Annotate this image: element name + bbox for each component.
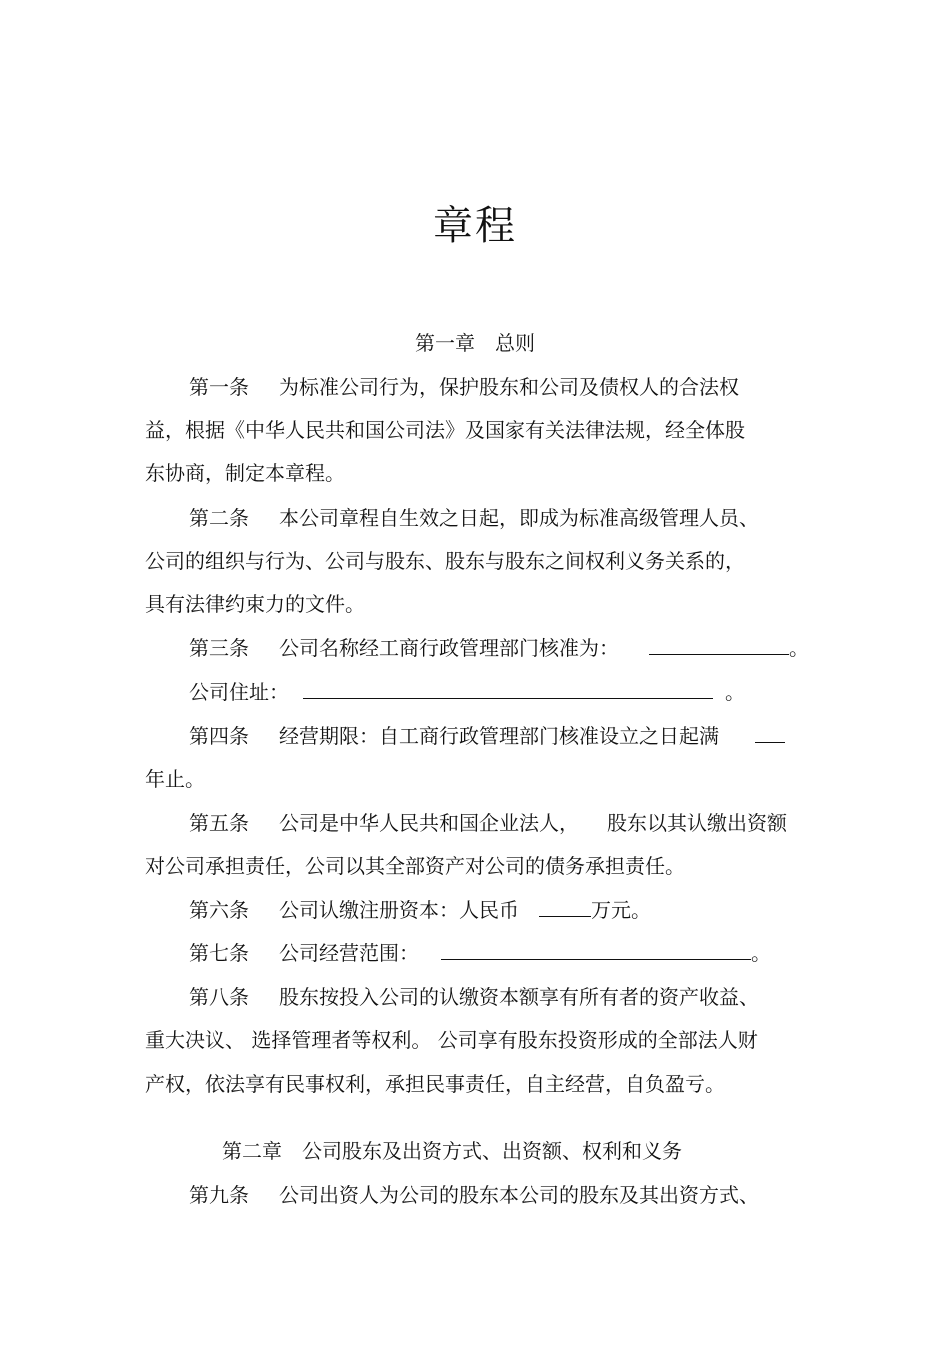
address-line: [189, 678, 745, 706]
article-8-line-1: [189, 983, 759, 1011]
article-9-text: 公司出资人为公司的股东本公司的股东及其出资方式、: [279, 1183, 759, 1207]
business-scope-blank[interactable]: [441, 940, 751, 960]
article-6-text: 公司认缴注册资本：人民币: [279, 898, 519, 922]
article-2-line-2: 公司的组织与行为、公司与股东、股东与股东之间权利义务关系的，: [145, 549, 745, 573]
article-5-line-1: [189, 809, 787, 837]
address-label: 公司住址：: [189, 680, 289, 704]
article-3-label: 第三条: [189, 636, 249, 660]
article-8-text: 股东按投入公司的认缴资本额享有所有者的资产收益、: [279, 985, 759, 1009]
article-2-label: 第二条: [189, 506, 249, 530]
article-4-line-1: [189, 722, 785, 750]
article-2-line-3: 具有法律约束力的文件。: [145, 592, 365, 616]
address-blank[interactable]: [303, 679, 713, 699]
article-7-line-1: [189, 939, 771, 967]
article-3-end: 。: [789, 636, 809, 660]
article-5-text-a: 公司是中华人民共和国企业法人，: [279, 811, 579, 835]
article-1-line-3: 东协商，制定本章程。: [145, 461, 345, 485]
article-6-unit: 万元。: [591, 898, 651, 922]
chapter-1-heading: 第一章 总则: [415, 331, 535, 355]
article-7-end: 。: [751, 941, 771, 965]
article-4-label: 第四条: [189, 724, 249, 748]
document-title: 章程: [433, 203, 517, 249]
article-4-line-2: 年止。: [145, 767, 205, 791]
capital-amount-blank[interactable]: [539, 897, 591, 917]
term-years-blank[interactable]: [755, 723, 785, 743]
company-name-blank[interactable]: [649, 635, 789, 655]
article-6-label: 第六条: [189, 898, 249, 922]
article-7-label: 第七条: [189, 941, 249, 965]
article-4-text: 经营期限：自工商行政管理部门核准设立之日起满: [279, 724, 719, 748]
article-1-label: 第一条: [189, 375, 249, 399]
article-6-line-1: [189, 896, 651, 924]
article-8-line-2: 重大决议、 选择管理者等权利。 公司享有股东投资形成的全部法人财: [145, 1028, 758, 1052]
article-5-label: 第五条: [189, 811, 249, 835]
article-9-line-1: [189, 1181, 759, 1209]
article-5-text-b: 股东以其认缴出资额: [607, 811, 787, 835]
address-end: 。: [725, 680, 745, 704]
article-1-text: 为标准公司行为，保护股东和公司及债权人的合法权: [279, 375, 739, 399]
article-2-text: 本公司章程自生效之日起，即成为标准高级管理人员、: [279, 506, 759, 530]
article-1-line-1: [189, 373, 739, 401]
article-8-line-3: 产权，依法享有民事权利，承担民事责任，自主经营，自负盈亏。: [145, 1072, 725, 1096]
article-3-line-1: [189, 634, 809, 662]
article-5-line-2: 对公司承担责任，公司以其全部资产对公司的债务承担责任。: [145, 854, 685, 878]
article-9-label: 第九条: [189, 1183, 249, 1207]
chapter-2-heading: 第二章 公司股东及出资方式、出资额、权利和义务: [222, 1139, 682, 1163]
article-2-line-1: [189, 504, 759, 532]
article-1-line-2: 益，根据《中华人民共和国公司法》及国家有关法律法规，经全体股: [145, 418, 745, 442]
article-3-text: 公司名称经工商行政管理部门核准为：: [279, 636, 619, 660]
article-7-text: 公司经营范围：: [279, 941, 419, 965]
article-8-label: 第八条: [189, 985, 249, 1009]
